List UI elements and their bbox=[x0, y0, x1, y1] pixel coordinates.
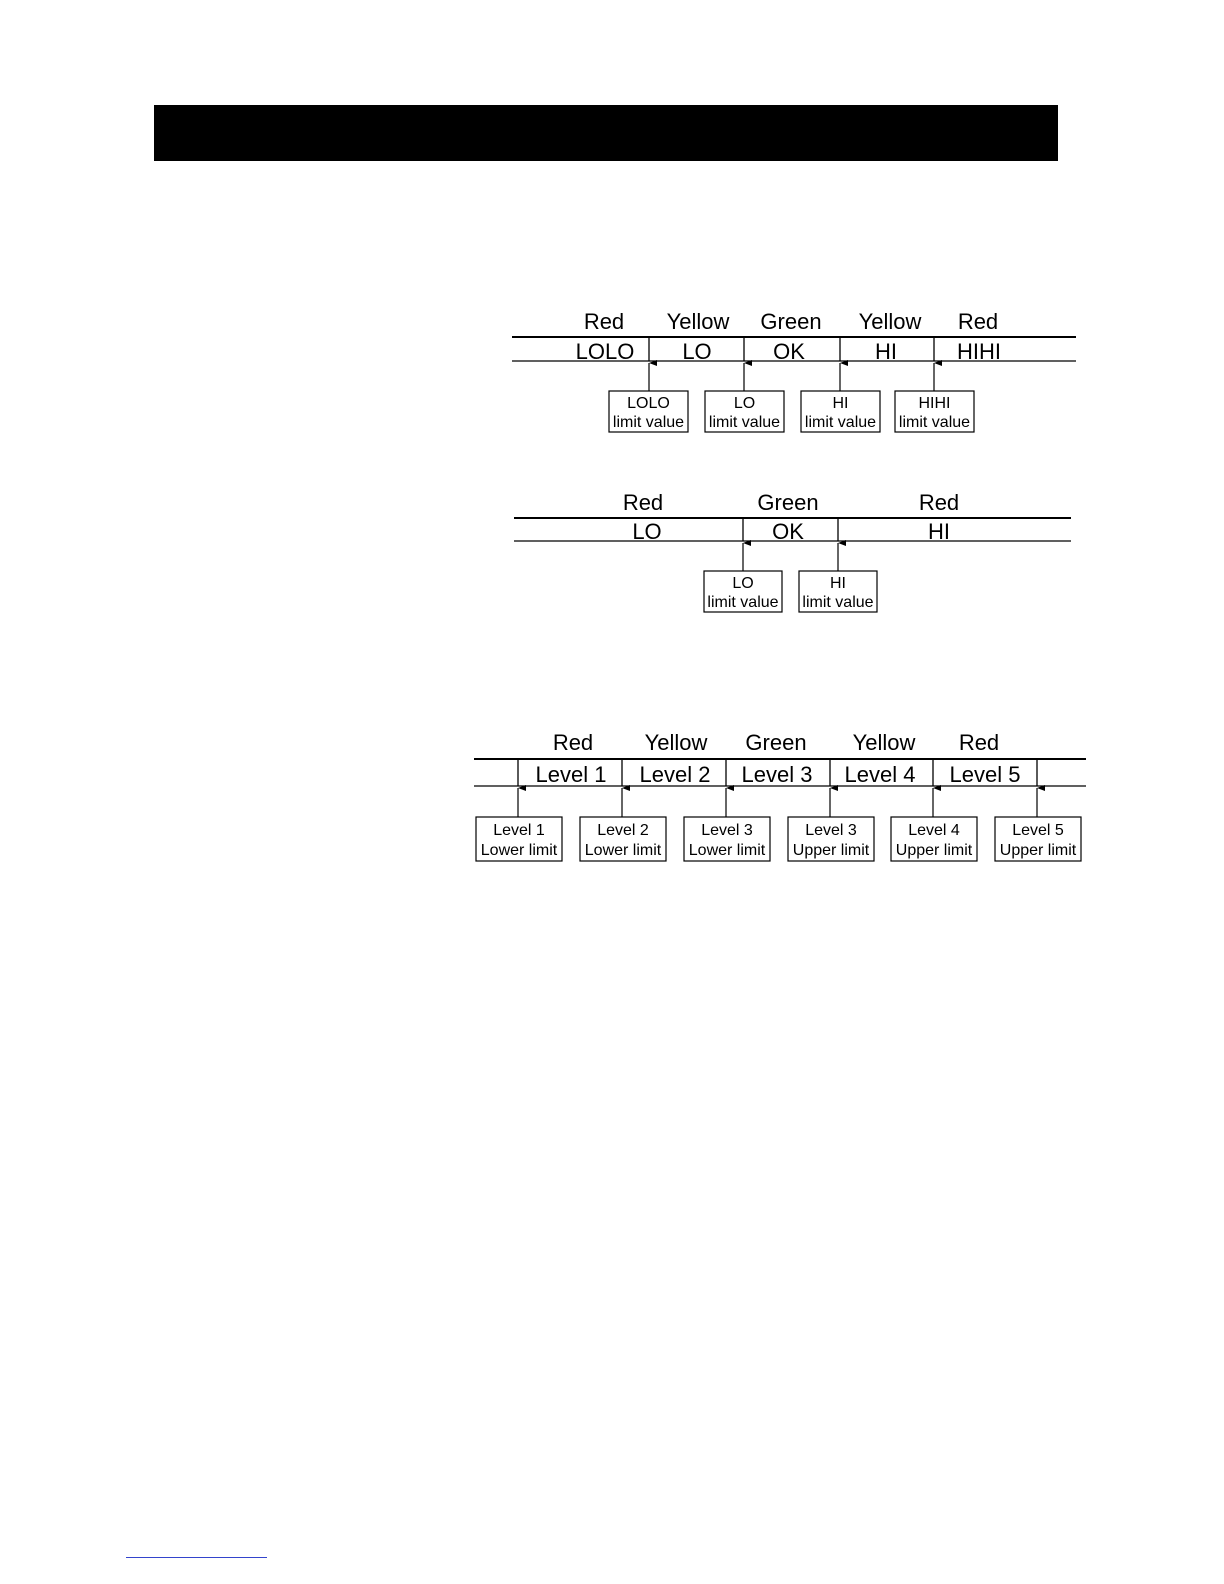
color-label: Red bbox=[583, 309, 625, 334]
diagram-1 bbox=[512, 309, 1076, 432]
limit-box-line2: Lower limit bbox=[584, 842, 662, 859]
color-label: Yellow bbox=[644, 730, 708, 755]
zone-label: Level 2 bbox=[639, 762, 711, 787]
diagram-2 bbox=[514, 490, 1071, 612]
limit-box-line2: limit value bbox=[612, 414, 685, 431]
limit-box-line1: Level 3 bbox=[701, 822, 753, 839]
zone-label: Level 3 bbox=[741, 762, 813, 787]
zone-label: HIHI bbox=[957, 339, 1001, 364]
limit-box-line1: LO bbox=[733, 395, 756, 412]
limit-box-line1: Level 3 bbox=[805, 822, 857, 839]
limit-box-line2: Upper limit bbox=[999, 842, 1077, 859]
zone-label: Level 5 bbox=[949, 762, 1021, 787]
zone-label: Level 1 bbox=[535, 762, 607, 787]
zone-label: OK bbox=[772, 519, 804, 544]
limit-box-line2: Lower limit bbox=[480, 842, 558, 859]
zone-label: OK bbox=[773, 339, 805, 364]
zone-label: LOLO bbox=[575, 339, 635, 364]
footnote-divider bbox=[126, 1557, 267, 1558]
color-label: Green bbox=[757, 490, 819, 515]
limit-box-line2: Upper limit bbox=[792, 842, 870, 859]
limit-box-line2: limit value bbox=[708, 414, 781, 431]
zone-label: Level 4 bbox=[844, 762, 916, 787]
limit-box-line2: Lower limit bbox=[688, 842, 766, 859]
limit-box-line1: HI bbox=[830, 575, 846, 592]
color-label: Red bbox=[552, 730, 594, 755]
color-label: Yellow bbox=[858, 309, 922, 334]
limit-box-line2: limit value bbox=[707, 594, 779, 611]
color-label: Red bbox=[622, 490, 664, 515]
limit-box-line1: HI bbox=[832, 395, 849, 412]
limit-box-line1: Level 1 bbox=[493, 822, 545, 839]
zone-label: HI bbox=[875, 339, 897, 364]
limit-box-line2: limit value bbox=[802, 594, 874, 611]
limit-box-line1: LOLO bbox=[627, 395, 670, 412]
color-label: Green bbox=[745, 730, 807, 755]
color-label: Green bbox=[760, 309, 822, 334]
limit-box-line2: limit value bbox=[804, 414, 877, 431]
color-label: Yellow bbox=[666, 309, 730, 334]
color-label: Yellow bbox=[852, 730, 916, 755]
diagram-3 bbox=[474, 730, 1086, 861]
zone-label: LO bbox=[632, 519, 662, 544]
limit-box-line2: Upper limit bbox=[895, 842, 973, 859]
limit-box-line1: HIHI bbox=[918, 395, 951, 412]
limit-box-line1: Level 2 bbox=[597, 822, 649, 839]
color-label: Red bbox=[918, 490, 960, 515]
limit-box-line1: LO bbox=[732, 575, 754, 592]
color-label: Red bbox=[958, 730, 1000, 755]
zone-label: HI bbox=[928, 519, 950, 544]
color-label: Red bbox=[957, 309, 999, 334]
limit-box-line1: Level 4 bbox=[908, 822, 960, 839]
limit-box-line2: limit value bbox=[898, 414, 971, 431]
limit-box-line1: Level 5 bbox=[1012, 822, 1064, 839]
zone-label: LO bbox=[682, 339, 712, 364]
